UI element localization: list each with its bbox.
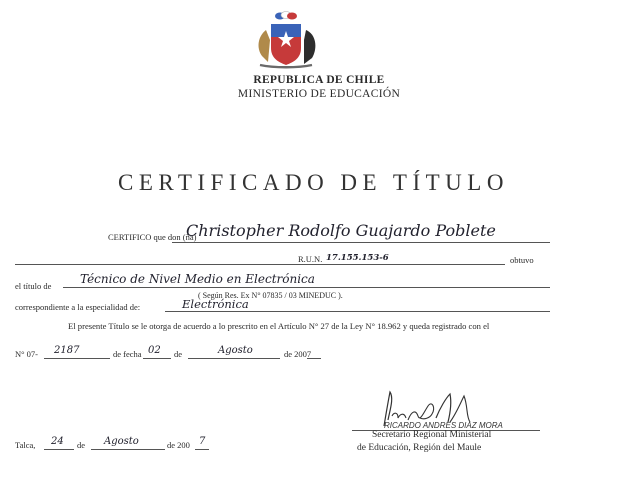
recipient-name: Christopher Rodolfo Guajardo Poblete	[186, 221, 496, 240]
ministry-heading: MINISTERIO DE EDUCACIÓN	[237, 88, 401, 100]
signatory-name: RICARDO ANDRES DIAZ MORA	[384, 421, 503, 430]
specialty-underline	[165, 311, 550, 312]
run-value: 17.155.153-6	[326, 253, 389, 263]
issue-month-underline	[91, 449, 165, 450]
resolution-note: ( Según Res. Ex N° 07835 / 03 MINEDUC ).	[198, 291, 343, 300]
registry-day-underline	[143, 358, 171, 359]
issue-day: 24	[51, 436, 64, 447]
legal-statement: El presente Título se le otorga de acuerdo a lo prescrito en el Artículo N° 27 de la Ley N° 18.962 y queda registrado con el	[68, 321, 490, 331]
registry-year: de 2007	[284, 349, 312, 359]
degree-label: el título de	[15, 281, 52, 291]
issue-city: Talca,	[15, 440, 36, 450]
issue-year-digit: 7	[199, 436, 206, 447]
registry-date-label: de fecha	[113, 349, 142, 359]
specialty-value: Electrónica	[182, 297, 249, 311]
registry-number: 2187	[54, 345, 80, 356]
registry-year-underline	[307, 358, 321, 359]
issue-year-prefix: de 200	[167, 440, 190, 450]
signatory-role: Secretario Regional Ministerial	[372, 430, 492, 440]
registry-month: Agosto	[218, 345, 253, 356]
degree-underline	[63, 287, 550, 288]
registry-day: 02	[148, 345, 161, 356]
issue-de: de	[77, 440, 86, 450]
certify-label: CERTIFICO que don (ña)	[108, 232, 197, 242]
chile-coat-of-arms-icon	[244, 10, 328, 72]
registry-number-underline	[44, 358, 110, 359]
issue-day-underline	[44, 449, 74, 450]
run-suffix: obtuvo	[510, 255, 534, 265]
issue-year-underline	[195, 449, 209, 450]
certificate-title: CERTIFICADO DE TÍTULO	[118, 170, 509, 195]
registry-de: de	[174, 349, 183, 359]
country-heading: REPUBLICA DE CHILE	[253, 74, 385, 86]
issue-month: Agosto	[104, 436, 139, 447]
degree-value: Técnico de Nivel Medio en Electrónica	[80, 272, 315, 286]
run-underline	[15, 264, 505, 265]
signatory-office: de Educación, Región del Maule	[357, 443, 482, 453]
registry-prefix: N° 07-	[15, 349, 38, 359]
registry-month-underline	[188, 358, 280, 359]
specialty-label: correspondiente a la especialidad de:	[15, 302, 141, 312]
run-label: R.U.N.	[298, 254, 323, 264]
name-underline	[172, 242, 550, 243]
